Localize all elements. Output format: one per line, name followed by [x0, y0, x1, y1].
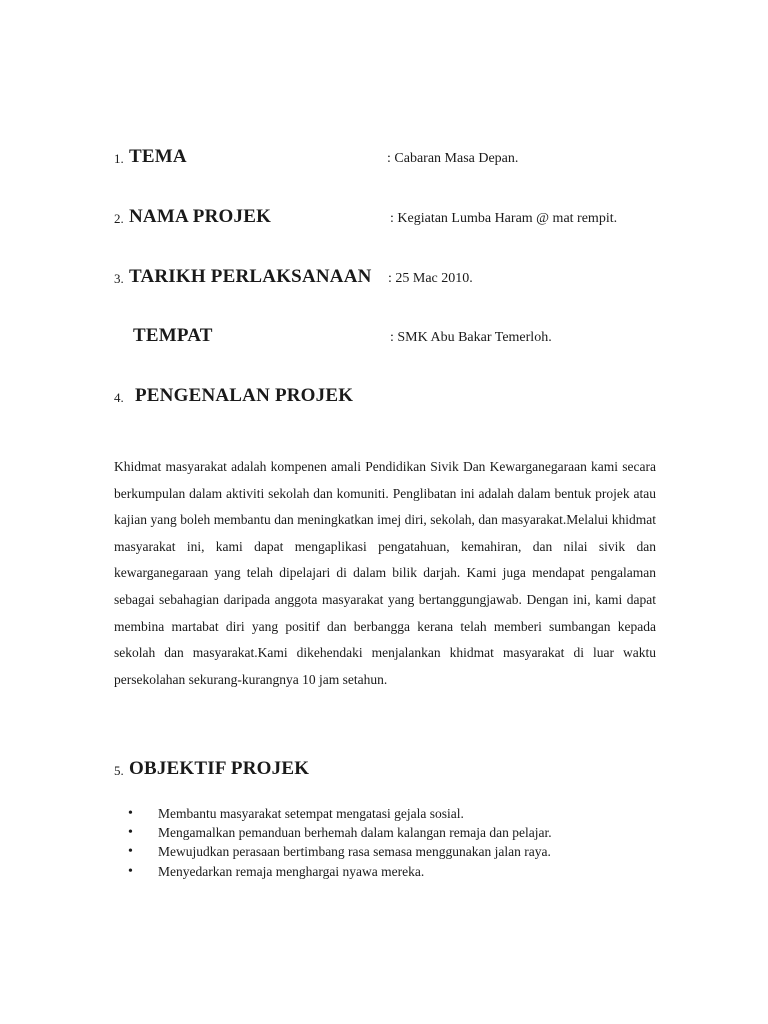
- section-number: 3.: [114, 271, 124, 286]
- list-item-text: Menyedarkan remaja menghargai nyawa mereka.: [158, 863, 425, 879]
- section-number: 5.: [114, 763, 124, 778]
- pengenalan-heading: PENGENALAN PROJEK: [135, 385, 354, 406]
- list-item-text: Mewujudkan perasaan bertimbang rasa semasa menggunakan jalan raya.: [158, 844, 551, 860]
- tema-row: [114, 145, 728, 171]
- pengenalan-row: [114, 384, 728, 410]
- objektif-heading: OBJEKTIF PROJEK: [129, 758, 310, 779]
- bullet-icon: •: [128, 825, 133, 841]
- list-item: [128, 823, 688, 842]
- bullet-icon: •: [128, 863, 133, 879]
- list-item-text: Membantu masyarakat setempat mengatasi gejala sosial.: [158, 806, 464, 821]
- nama-projek-row: [114, 205, 728, 231]
- tarikh-value: : 25 Mac 2010.: [388, 271, 473, 286]
- tema-heading: TEMA: [129, 146, 187, 167]
- list-item: [128, 862, 688, 881]
- section-number: 4.: [114, 390, 124, 405]
- pengenalan-paragraph: Khidmat masyarakat adalah kompenen amali Pendidikan Sivik Dan Kewarganegaraan kami secara berkumpulan dalam aktiviti sekolah dan komuniti. Penglibatan ini adalah dalam bentuk projek atau kajian yang boleh membantu dan meningkatkan imej diri, sekolah, dan masyarakat.Melalui khidmat masyarakat ini, kami dapat mengaplikasi pengatahuan, kemahiran, dan nilai sivik dan kewarganegaraan yang telah dipelajari di dalam bilik darjah. Kami juga mendapat pengalaman sebagai sebahagian daripada anggota masyarakat yang bertanggungjawab. Dengan ini, kami dapat membina martabat diri yang positif dan berbangga kerana telah memberi sumbangan kepada sekolah dan masyarakat.Kami dikehendaki menjalankan khidmat masyarakat di luar waktu persekolahan sekurang-kurangnya 10 jam setahun.: [114, 459, 656, 687]
- section-number: 2.: [114, 211, 124, 226]
- tempat-value: : SMK Abu Bakar Temerloh.: [390, 330, 552, 345]
- section-number: 1.: [114, 151, 124, 166]
- objektif-list: [128, 804, 688, 881]
- bullet-icon: •: [128, 806, 133, 821]
- list-item-text: Mengamalkan pemanduan berhemah dalam kalangan remaja dan pelajar.: [158, 825, 552, 841]
- bullet-icon: •: [128, 844, 133, 860]
- tempat-heading: TEMPAT: [133, 325, 213, 346]
- tarikh-row: [114, 265, 728, 291]
- objektif-row: [114, 757, 728, 783]
- list-item: [128, 842, 688, 861]
- list-item: [128, 804, 688, 823]
- nama-projek-heading: NAMA PROJEK: [129, 206, 272, 227]
- tema-value: : Cabaran Masa Depan.: [387, 151, 519, 166]
- tempat-row: [114, 324, 728, 350]
- nama-projek-value: : Kegiatan Lumba Haram @ mat rempit.: [390, 211, 618, 226]
- tarikh-heading: TARIKH PERLAKSANAAN: [129, 266, 372, 287]
